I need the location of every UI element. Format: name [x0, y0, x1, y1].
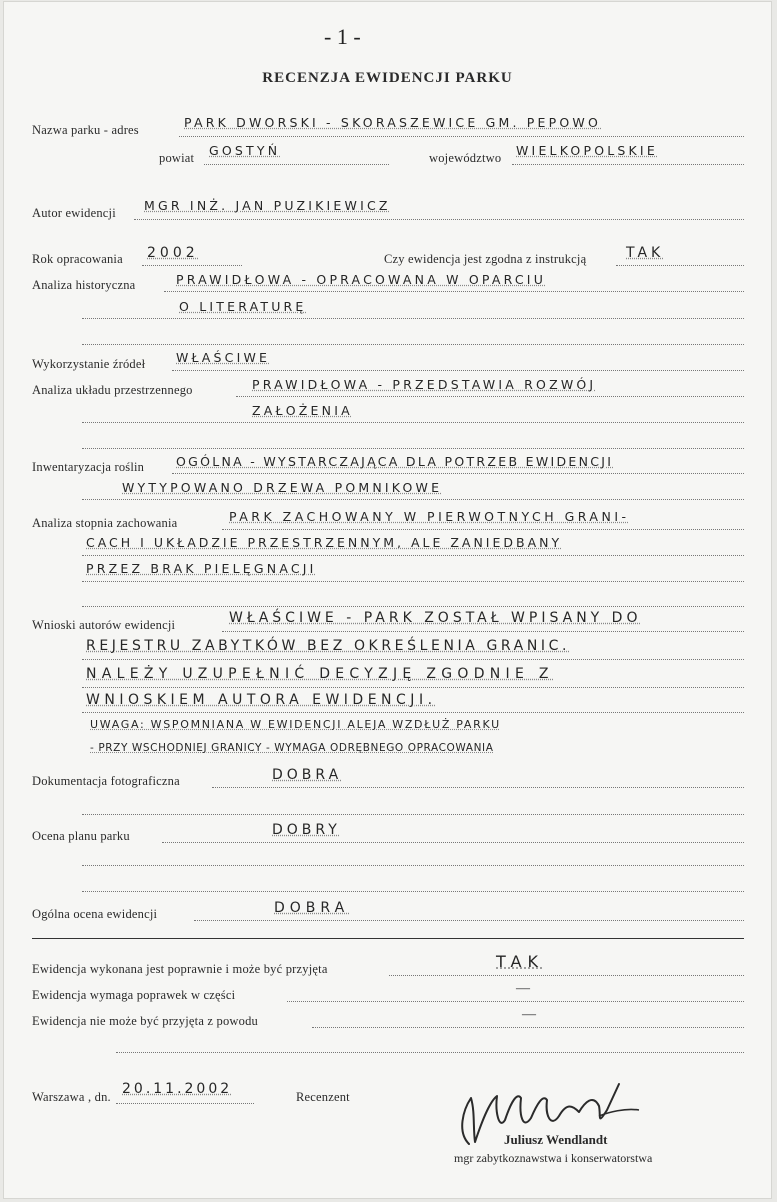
historical-label: Analiza historyczna — [32, 278, 136, 292]
page-title: RECENZJA EWIDENCJI PARKU — [262, 70, 513, 86]
dotted-line — [212, 787, 744, 788]
dotted-line — [164, 291, 744, 292]
sources-label: Wykorzystanie źródeł — [32, 357, 146, 371]
inventory-label: Inwentaryzacja roślin — [32, 460, 145, 474]
conclusions-line-1: WŁAŚCIWE - PARK ZOSTAŁ WPISANY DO — [229, 610, 642, 626]
instruction-label: Czy ewidencja jest zgodna z instrukcją — [384, 252, 587, 266]
dotted-line — [162, 842, 744, 843]
historical-line-2: O LITERATURĘ — [179, 299, 307, 314]
preservation-line-1: PARK ZACHOWANY W PIERWOTNYCH GRANI- — [229, 509, 630, 524]
dotted-line — [134, 219, 744, 220]
conclusions-line-6: - PRZY WSCHODNIEJ GRANICY - WYMAGA ODRĘBNEGO OPRACOWANIA — [90, 742, 494, 754]
reviewer-label: Recenzent — [296, 1090, 350, 1104]
dotted-line — [204, 164, 389, 165]
dotted-line — [82, 422, 744, 423]
wojewodztwo-value: WIELKOPOLSKIE — [516, 143, 658, 158]
dotted-line — [82, 499, 744, 500]
dotted-line — [312, 1027, 744, 1028]
dotted-line — [82, 659, 744, 660]
preservation-label: Analiza stopnia zachowania — [32, 516, 178, 530]
accepted-value: TAK — [496, 952, 544, 971]
historical-line-1: PRAWIDŁOWA - OPRACOWANA W OPARCIU — [176, 272, 547, 287]
accepted-label: Ewidencja wykonana jest poprawnie i może być przyjęta — [32, 962, 328, 976]
plan-label: Ocena planu parku — [32, 829, 130, 843]
conclusions-line-2: REJESTRU ZABYTKÓW BEZ OKREŚLENIA GRANIC. — [86, 638, 571, 654]
year-value: 2002 — [147, 245, 199, 261]
sources-value: WŁAŚCIWE — [176, 350, 271, 365]
dotted-line — [116, 1103, 254, 1104]
spatial-line-1: PRAWIDŁOWA - PRZEDSTAWIA ROZWÓJ — [252, 377, 597, 392]
preservation-line-3: PRZEZ BRAK PIELĘGNACJI — [86, 561, 317, 576]
plan-value: DOBRY — [272, 822, 341, 838]
dotted-line — [172, 473, 744, 474]
conclusions-line-3: NALEŻY UZUPEŁNIĆ DECYZJĘ ZGODNIE Z — [86, 666, 554, 682]
spatial-label: Analiza układu przestrzennego — [32, 383, 193, 397]
dotted-line — [172, 370, 744, 371]
rejected-label: Ewidencja nie może być przyjęta z powodu — [32, 1014, 258, 1028]
powiat-label: powiat — [159, 151, 195, 165]
author-label: Autor ewidencji — [32, 206, 116, 220]
preservation-line-2: CACH I UKŁADZIE PRZESTRZENNYM, ALE ZANIEDBANY — [86, 535, 563, 550]
wojewodztwo-label: województwo — [429, 151, 502, 165]
dotted-line — [82, 555, 744, 556]
dotted-line — [287, 1001, 744, 1002]
partial-value: — — [516, 981, 530, 996]
overall-label: Ogólna ocena ewidencji — [32, 907, 158, 921]
dotted-line — [222, 529, 744, 530]
photo-label: Dokumentacja fotograficzna — [32, 774, 180, 788]
dotted-line — [179, 136, 744, 137]
dotted-line — [389, 975, 744, 976]
section-divider — [32, 938, 744, 939]
date-value: 20.11.2002 — [122, 1081, 233, 1097]
dotted-line — [82, 712, 744, 713]
dotted-line — [82, 814, 744, 815]
dotted-line — [512, 164, 744, 165]
dotted-line — [82, 865, 744, 866]
spatial-line-2: ZAŁOŻENIA — [252, 403, 353, 418]
dotted-line — [82, 448, 744, 449]
year-label: Rok opracowania — [32, 252, 123, 266]
dotted-line — [194, 920, 744, 921]
overall-value: DOBRA — [274, 900, 350, 916]
dotted-line — [616, 265, 744, 266]
park-name-label: Nazwa parku - adres — [32, 123, 139, 137]
dotted-line — [82, 344, 744, 345]
conclusions-line-5: UWAGA: WSPOMNIANA W EWIDENCJI ALEJA WZDŁUŻ PARKU — [90, 718, 501, 731]
photo-value: DOBRA — [272, 767, 343, 783]
conclusions-label: Wnioski autorów ewidencji — [32, 618, 176, 632]
conclusions-line-4: WNIOSKIEM AUTORA EWIDENCJI. — [86, 692, 437, 708]
instruction-value: TAK — [626, 245, 665, 261]
dotted-line — [82, 891, 744, 892]
dotted-line — [116, 1052, 744, 1053]
page-number: - 1 - — [324, 24, 361, 49]
partial-label: Ewidencja wymaga poprawek w części — [32, 988, 236, 1002]
park-name-value: PARK DWORSKI - SKORASZEWICE GM. PEPOWO — [184, 115, 602, 130]
dotted-line — [142, 265, 242, 266]
dotted-line — [222, 631, 744, 632]
reviewer-title: mgr zabytkoznawstwa i konserwatorstwa — [454, 1151, 653, 1165]
inventory-line-1: OGÓLNA - WYSTARCZAJĄCA DLA POTRZEB EWIDENCJI — [176, 454, 614, 469]
dotted-line — [82, 606, 744, 607]
dotted-line — [236, 396, 744, 397]
reviewer-name: Juliusz Wendlandt — [504, 1132, 608, 1147]
dotted-line — [82, 581, 744, 582]
author-value: MGR INŻ. JAN PUZIKIEWICZ — [144, 198, 391, 213]
powiat-value: GOSTYŃ — [209, 143, 281, 158]
dotted-line — [82, 318, 744, 319]
review-form-page — [4, 2, 771, 1198]
dotted-line — [82, 687, 744, 688]
rejected-value: — — [522, 1007, 536, 1022]
inventory-line-2: WYTYPOWANO DRZEWA POMNIKOWE — [122, 480, 443, 495]
place-label: Warszawa , dn. — [32, 1090, 111, 1104]
